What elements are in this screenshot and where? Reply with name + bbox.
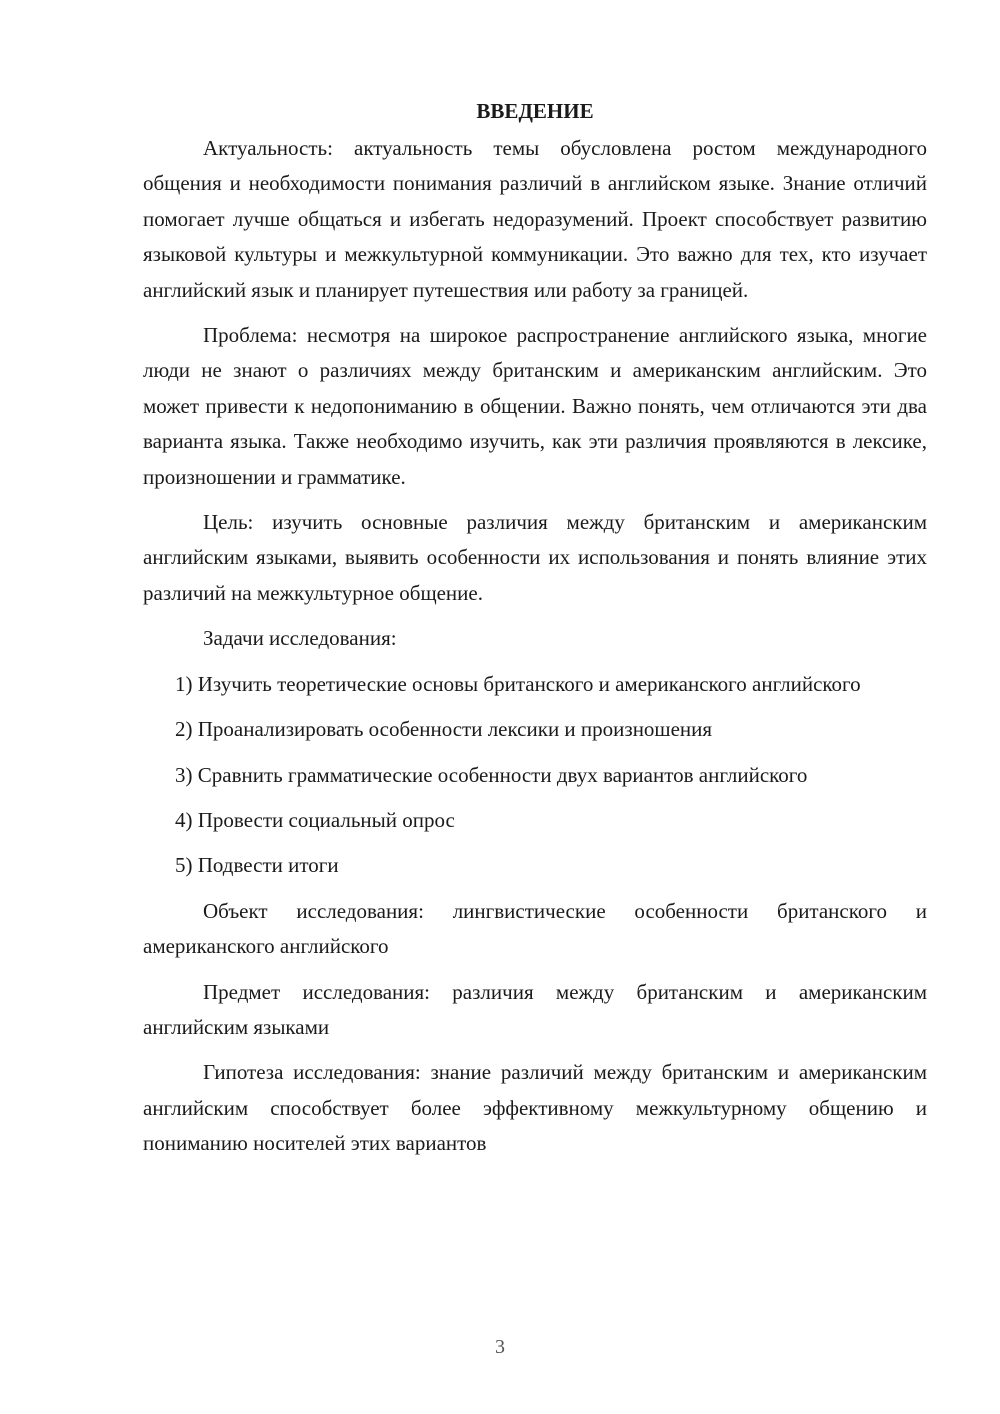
task-item-5: 5) Подвести итоги	[175, 853, 339, 878]
task-item-3: 3) Сравнить грамматические особенности двух вариантов английского	[175, 762, 808, 787]
paragraph-relevance: Актуальность: актуальность темы обусловлена ростом международного общения и необходимости понимания различий в английском языке. Знание отличий помогает лучше общаться и избегать недоразумений. Проект способствует развитию языковой культуры и межкультурной коммуникации. Это важно для тех, кто изучает английский язык и планирует путешествия или работу за границей.	[143, 136, 927, 302]
paragraph-object: Объект исследования: лингвистические особенности британского и американского английского	[143, 898, 927, 959]
paragraph-problem: Проблема: несмотря на широкое распространение английского языка, многие люди не знают о различиях между британским и американским английским. Это может привести к недопониманию в общении. Важно понять, чем отличаются эти два варианта языка. Также необходимо изучить, как эти различия проявляются в лексике, произношении и грамматике.	[143, 323, 927, 489]
task-item-1: 1) Изучить теоретические основы британского и американского английского	[175, 671, 861, 696]
task-item-4: 4) Провести социальный опрос	[175, 807, 455, 832]
tasks-title: Задачи исследования:	[203, 626, 397, 651]
task-item-2: 2) Проанализировать особенности лексики и произношения	[175, 717, 713, 742]
paragraph-goal: Цель: изучить основные различия между британским и американским английским языками, выявить особенности их использования и понять влияние этих различий на межкультурное общение.	[143, 510, 927, 605]
page-number: 3	[495, 1336, 505, 1358]
paragraph-subject: Предмет исследования: различия между британским и американским английским языками	[143, 979, 927, 1039]
paragraph-hypothesis: Гипотеза исследования: знание различий между британским и американским английским способствует более эффективному межкультурному общению и пониманию носителей этих вариантов	[143, 1060, 927, 1156]
page-title: ВВЕДЕНИЕ	[476, 99, 594, 123]
document-page	[143, 95, 927, 1172]
